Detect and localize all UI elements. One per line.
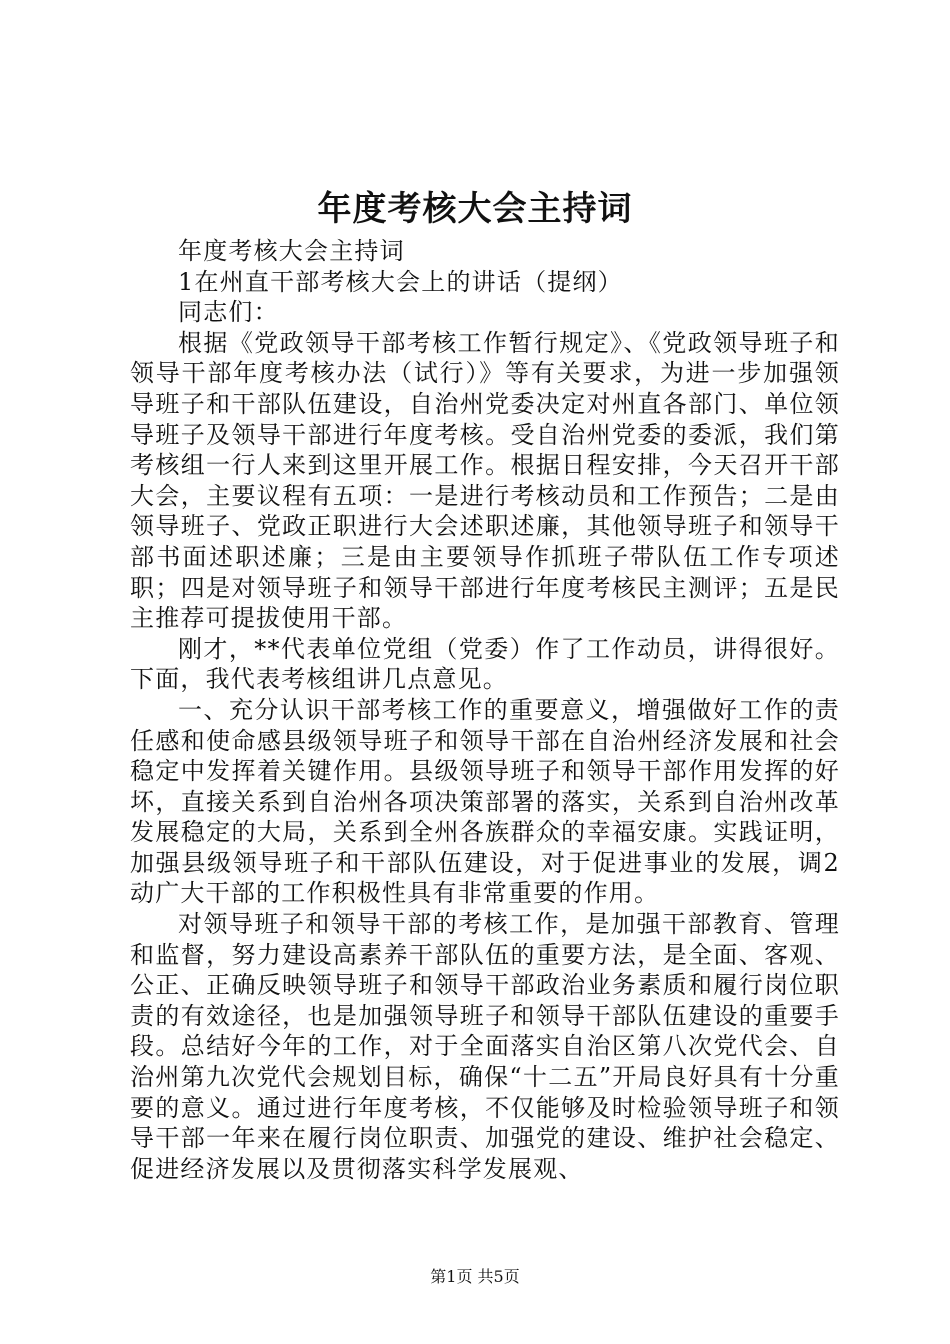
document-title: 年度考核大会主持词 bbox=[317, 189, 633, 229]
page-footer bbox=[0, 1266, 950, 1288]
paragraph-body: 一、充分认识干部考核工作的重要意义，增强做好工作的责任感和使命感县级领导班子和领导干部在自治州经济发展和社会稳定中发挥着关键作用。县级领导班子和领导干部作用发挥的好坏，直接关系到自治州各项决策部署的落实，关系到自治州改革发展稳定的大局，关系到全州各族群众的幸福安康。实践证明，加强县级领导班子和干部队伍建设，对于促进事业的发展，调2动广大干部的工作积极性具有非常重要的作用。 bbox=[130, 695, 840, 908]
paragraph-body: 刚才，**代表单位党组（党委）作了工作动员，讲得很好。下面，我代表考核组讲几点意见。 bbox=[130, 634, 840, 694]
paragraph-salutation: 同志们： bbox=[178, 298, 279, 327]
page-number: 第1页 共5页 bbox=[430, 1267, 520, 1286]
document-body bbox=[130, 236, 840, 1184]
paragraph-speech-title: 1在州直干部考核大会上的讲话（提纲） bbox=[178, 267, 623, 296]
paragraph-body: 对领导班子和领导干部的考核工作，是加强干部教育、管理和监督，努力建设高素养干部队伍的重要方法，是全面、客观、公正、正确反映领导班子和领导干部政治业务素质和履行岗位职责的有效途径，也是加强领导班子和领导干部队伍建设的重要手段。总结好今年的工作，对于全面落实自治区第八次党代会、自治州第九次党代会规划目标，确保“十二五”开局良好具有十分重要的意义。通过进行年度考核，不仅能够及时检验领导班子和领导干部一年来在履行岗位职责、加强党的建设、维护社会稳定、促进经济发展以及贯彻落实科学发展观、 bbox=[130, 910, 840, 1183]
paragraph-body: 根据《党政领导干部考核工作暂行规定》、《党政领导班子和领导干部年度考核办法（试行）》等有关要求，为进一步加强领导班子和干部队伍建设，自治州党委决定对州直各部门、单位领导班子及领导干部进行年度考核。受自治州党委的委派，我们第考核组一行人来到这里开展工作。根据日程安排，今天召开干部大会，主要议程有五项：一是进行考核动员和工作预告；二是由领导班子、党政正职进行大会述职述廉，其他领导班子和领导干部书面述职述廉；三是由主要领导作抓班子带队伍工作专项述职；四是对领导班子和领导干部进行年度考核民主测评；五是民主推荐可提拔使用干部。 bbox=[130, 328, 840, 633]
paragraph-heading-repeat: 年度考核大会主持词 bbox=[178, 237, 405, 265]
